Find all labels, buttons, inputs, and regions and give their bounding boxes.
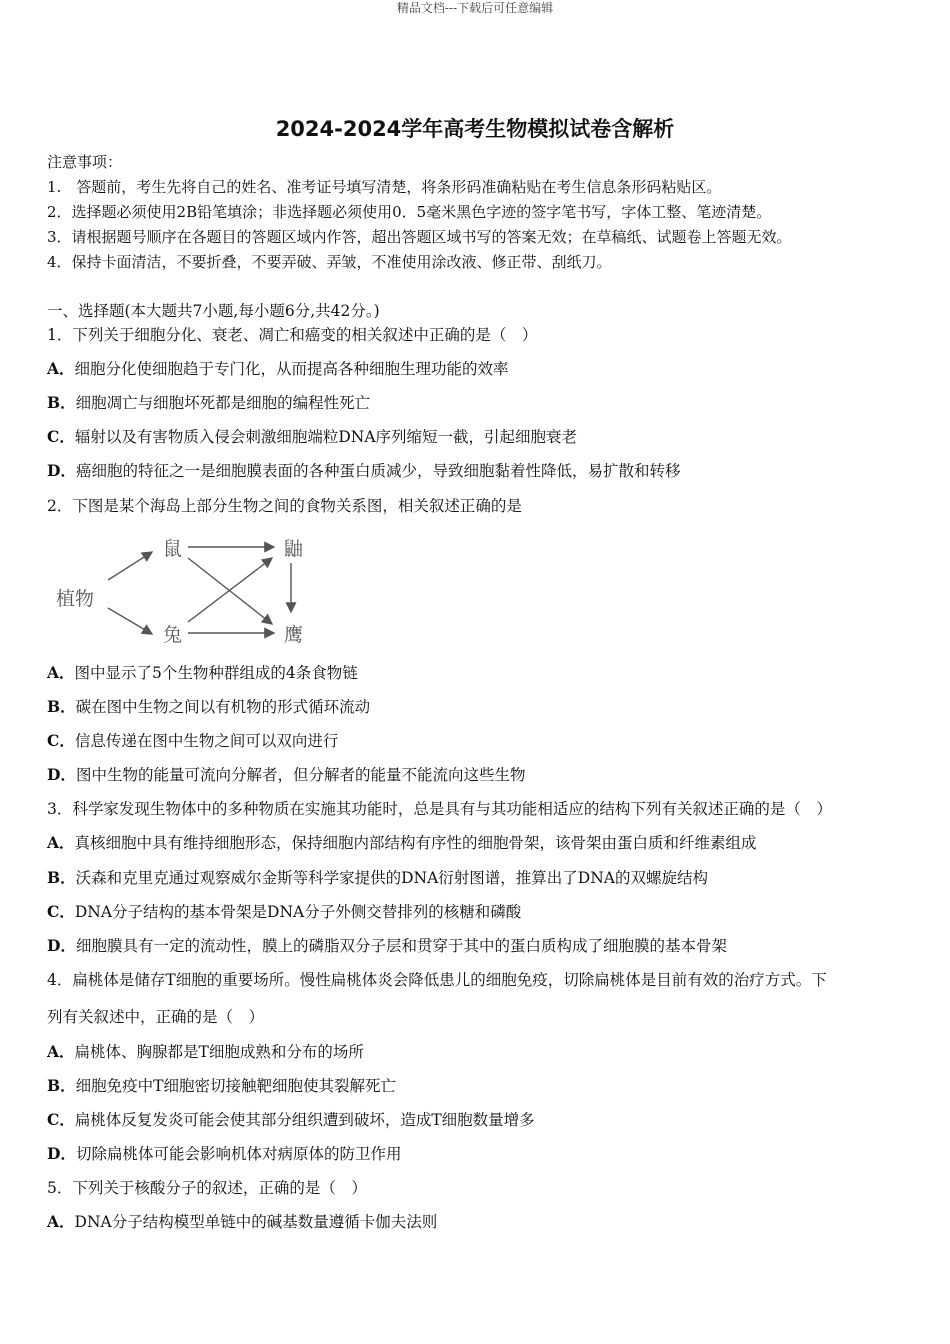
option-text: 扁桃体反复发炎可能会使其部分组织遭到破坏，造成T细胞数量增多 [74, 1111, 535, 1129]
option-letter: D． [47, 765, 76, 784]
question-5-stem: 5．下列关于核酸分子的叙述，正确的是（ ） [47, 1179, 367, 1197]
node-eagle: 鹰 [284, 624, 304, 646]
option-text: 扁桃体、胸腺都是T细胞成熟和分布的场所 [74, 1043, 364, 1061]
question-4-option-a [47, 1041, 364, 1063]
question-2-option-d [47, 764, 525, 786]
option-text: 图中生物的能量可流向分解者，但分解者的能量不能流向这些生物 [75, 766, 526, 784]
question-4-stem: 4．扁桃体是储存T细胞的重要场所。慢性扁桃体炎会降低患儿的细胞免疫，切除扁桃体是目前有效的治疗方式。下 [47, 971, 827, 989]
option-letter: A． [47, 663, 75, 682]
question-3-option-a [47, 832, 757, 854]
question-2-stem: 2．下图是某个海岛上部分生物之间的食物关系图，相关叙述正确的是 [47, 497, 522, 515]
node-plant: 植物 [56, 588, 95, 610]
question-1-option-c [47, 426, 577, 448]
question-5-option-a [47, 1211, 437, 1233]
option-letter: B． [47, 393, 76, 412]
option-letter: B． [47, 868, 76, 887]
option-text: 细胞凋亡与细胞坏死都是细胞的编程性死亡 [75, 394, 371, 412]
arrow-plant-rabbit [108, 608, 152, 634]
option-text: 细胞分化使细胞趋于专门化，从而提高各种细胞生理功能的效率 [74, 360, 509, 378]
option-letter: C． [47, 427, 75, 446]
option-letter: B． [47, 697, 76, 716]
notice-item: 4．保持卡面清洁，不要折叠，不要弄破、弄皱，不准使用涂改液、修正带、刮纸刀。 [47, 253, 612, 271]
question-1-option-a [47, 358, 509, 380]
option-letter: D． [47, 936, 76, 955]
option-text: DNA分子结构的基本骨架是DNA分子外侧交替排列的核糖和磷酸 [74, 903, 522, 921]
notice-item: 3．请根据题号顺序在各题目的答题区域内作答，超出答题区域书写的答案无效；在草稿纸、试题卷上答题无效。 [47, 228, 792, 246]
question-2-option-c [47, 730, 338, 752]
question-3-option-c [47, 901, 521, 923]
option-letter: B． [47, 1076, 76, 1095]
node-rabbit: 兔 [163, 624, 183, 646]
notice-item: 1. 答题前，考生先将自己的姓名、准考证号填写清楚，将条形码准确粘贴在考生信息条形码粘贴区。 [47, 178, 722, 196]
question-4-option-c [47, 1109, 535, 1131]
node-weasel: 鼬 [284, 538, 304, 560]
notice-item: 2．选择题必须使用2B铅笔填涂；非选择题必须使用0．5毫米黑色字迹的签字笔书写，字体工整、笔迹清楚。 [47, 203, 772, 221]
question-4-option-b [47, 1075, 396, 1097]
option-letter: A． [47, 833, 75, 852]
question-4-option-d [47, 1143, 401, 1165]
option-text: DNA分子结构模型单链中的碱基数量遵循卡伽夫法则 [74, 1213, 438, 1231]
option-letter: D． [47, 1144, 76, 1163]
option-text: 辐射以及有害物质入侵会刺激细胞端粒DNA序列缩短一截，引起细胞衰老 [74, 428, 578, 446]
option-letter: D． [47, 461, 76, 480]
node-mouse: 鼠 [163, 538, 183, 560]
option-text: 图中显示了5个生物种群组成的4条食物链 [74, 664, 358, 682]
option-letter: C． [47, 902, 75, 921]
option-text: 切除扁桃体可能会影响机体对病原体的防卫作用 [75, 1145, 402, 1163]
option-letter: A． [47, 1212, 75, 1231]
question-2-option-b [47, 696, 370, 718]
arrow-plant-mouse [108, 552, 152, 580]
question-1-option-b [47, 392, 370, 414]
question-3-stem: 3．科学家发现生物体中的多种物质在实施其功能时，总是具有与其功能相适应的结构下列有关叙述正确的是（ ） [47, 800, 832, 818]
page-title: 2024-2024学年高考生物模拟试卷含解析 [275, 117, 675, 141]
option-letter: A． [47, 359, 75, 378]
option-text: 细胞免疫中T细胞密切接触靶细胞使其裂解死亡 [75, 1077, 396, 1095]
question-1-option-d [47, 460, 680, 482]
option-text: 癌细胞的特征之一是细胞膜表面的各种蛋白质减少，导致细胞黏着性降低，易扩散和转移 [75, 462, 681, 480]
option-letter: A． [47, 1042, 75, 1061]
question-2-option-a [47, 662, 358, 684]
option-text: 细胞膜具有一定的流动性，膜上的磷脂双分子层和贯穿于其中的蛋白质构成了细胞膜的基本骨架 [75, 937, 727, 955]
section-heading: 一、选择题(本大题共7小题,每小题6分,共42分。) [47, 302, 380, 320]
option-letter: C． [47, 731, 75, 750]
question-4-stem-continued: 列有关叙述中，正确的是（ ） [47, 1008, 265, 1026]
option-text: 碳在图中生物之间以有机物的形式循环流动 [75, 698, 371, 716]
question-1-stem: 1．下列关于细胞分化、衰老、凋亡和癌变的相关叙述中正确的是（ ） [47, 326, 538, 344]
question-3-option-d [47, 935, 727, 957]
option-text: 沃森和克里克通过观察威尔金斯等科学家提供的DNA衍射图谱，推算出了DNA的双螺旋结构 [75, 869, 708, 887]
option-text: 信息传递在图中生物之间可以双向进行 [74, 732, 339, 750]
question-3-option-b [47, 867, 708, 889]
option-text: 真核细胞中具有维持细胞形态，保持细胞内部结构有序性的细胞骨架，该骨架由蛋白质和纤维素组成 [74, 834, 757, 852]
notice-heading: 注意事项： [47, 153, 123, 171]
food-web-diagram [50, 528, 330, 653]
option-letter: C． [47, 1110, 75, 1129]
notice-block [47, 150, 792, 275]
page-header: 精品文档---下载后可任意编辑 [396, 1, 554, 15]
